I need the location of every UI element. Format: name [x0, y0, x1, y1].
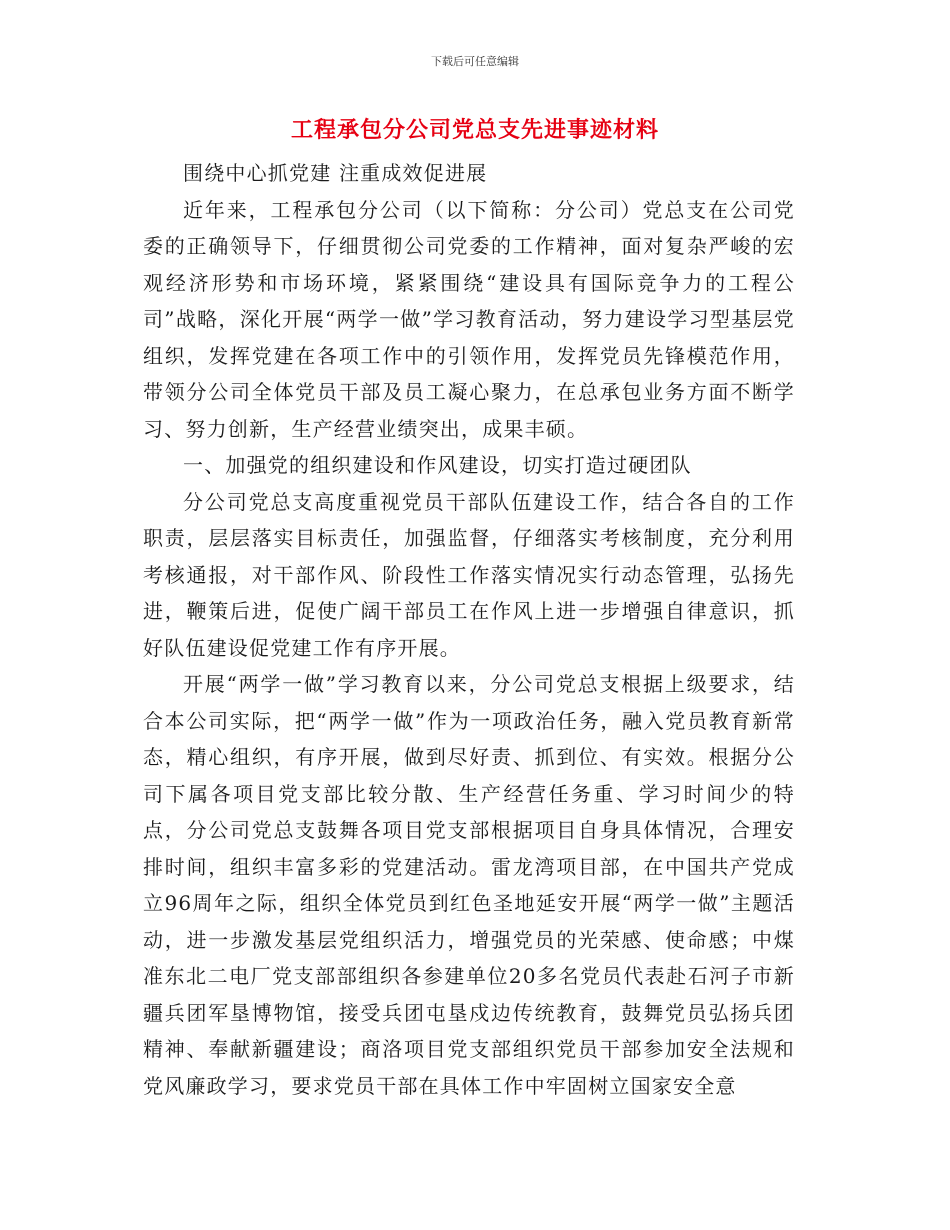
- paragraph-team-building: 分公司党总支高度重视党员干部队伍建设工作，结合各自的工作职责，层层落实目标责任，加强监督，仔细落实考核制度，充分利用考核通报，对干部作风、阶段性工作落实情况实行动态管理，弘扬先进，鞭策后进，促使广阔干部员工在作风上进一步增强自律意识，抓好队伍建设促党建工作有序开展。: [143, 489, 795, 660]
- section-heading-1: 一、加强党的组织建设和作风建设，切实打造过硬团队: [183, 453, 692, 477]
- document-title: 工程承包分公司党总支先进事迹材料: [290, 117, 659, 143]
- document-subtitle: 围绕中心抓党建 注重成效促进展: [183, 161, 488, 185]
- header-note: 下载后可任意编辑: [431, 55, 519, 68]
- paragraph-study-education: 开展“两学一做”学习教育以来，分公司党总支根据上级要求，结合本公司实际，把“两学一做”作为一项政治任务，融入党员教育新常态，精心组织，有序开展，做到尽好责、抓到位、有实效。根据分公司下属各项目党支部比较分散、生产经营任务重、学习时间少的特点，分公司党总支鼓舞各项目党支部根据项目自身具体情况，合理安排时间，组织丰富多彩的党建活动。雷龙湾项目部，在中国共产党成立96周年之际，组织全体党员到红色圣地延安开展“两学一做”主题活动，进一步激发基层党组织活力，增强党员的光荣感、使命感；中煤准东北二电厂党支部部组织各参建单位20多名党员代表赴石河子市新疆兵团军垦博物馆，接受兵团屯垦戍边传统教育，鼓舞党员弘扬兵团精神、奉献新疆建设；商洛项目党支部组织党员干部参加安全法规和党风廉政学习，要求党员干部在具体工作中牢固树立国家安全意: [143, 672, 795, 1098]
- paragraph-intro: 近年来，工程承包分公司（以下简称：分公司）党总支在公司党委的正确领导下，仔细贯彻公司党委的工作精神，面对复杂严峻的宏观经济形势和市场环境，紧紧围绕“建设具有国际竞争力的工程公司”战略，深化开展“两学一做”学习教育活动，努力建设学习型基层党组织，发挥党建在各项工作中的引领作用，发挥党员先锋模范作用，带领分公司全体党员干部及员工凝心聚力，在总承包业务方面不断学习、努力创新，生产经营业绩突出，成果丰硕。: [143, 197, 795, 441]
- document-body: [143, 155, 795, 1104]
